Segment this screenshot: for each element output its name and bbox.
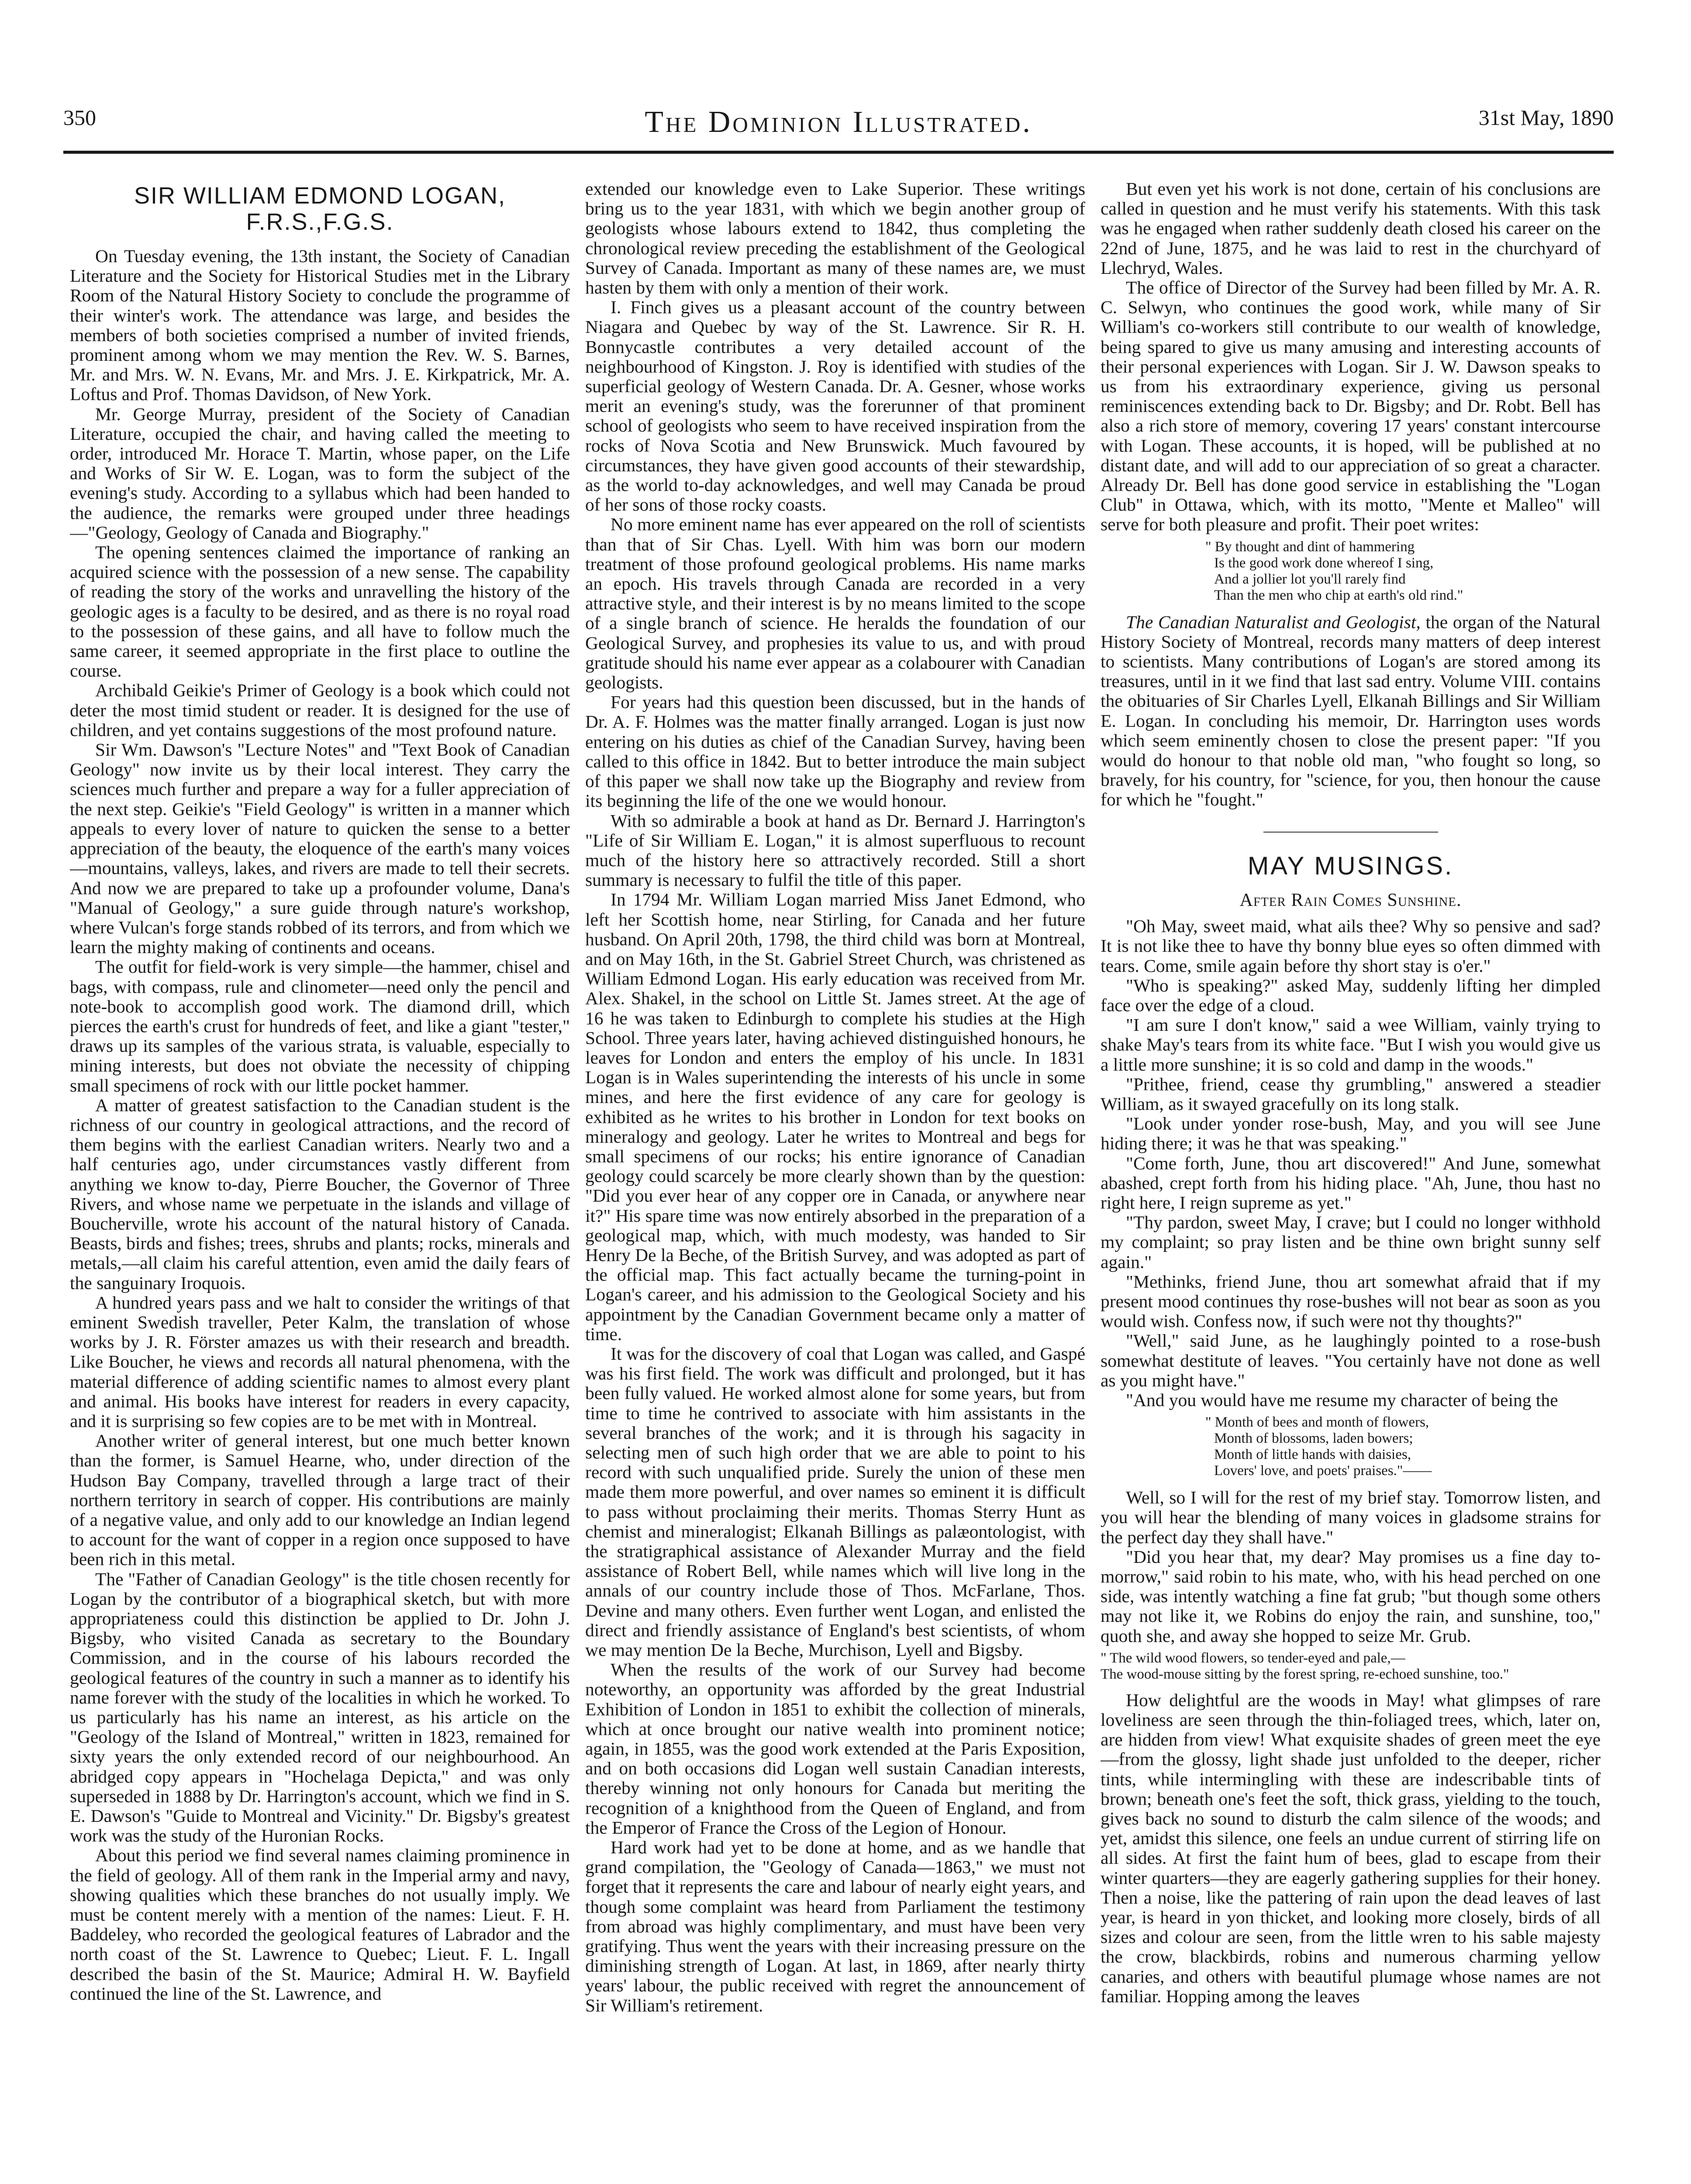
poem-line: Lovers' love, and poets' praises."—— bbox=[1214, 1463, 1432, 1479]
poem-line: Month of blossoms, laden bowers; bbox=[1214, 1431, 1413, 1447]
paragraph: How delightful are the woods in May! what glimpses of rare loveliness are seen through the thin-foliaged trees, which, later on, are hidden from view! What exquisite shades of green meet the eye—from the glossy, light shade just unfolded to the deeper, richer tints, while intermingling with these are indescribable tints of brown; beneath one's feet the soft, thick grass, yielding to the touch, gives back no sound to disturb the calm silence of the woods; and yet, amidst this silence, one feels an undue current of stirring life on all sides. At first the faint hum of bees, glad to escape from their winter quarters—they are eagerly gathering supplies for their honey. Then a noise, like the pattering of rain upon the dead leaves of last year, is heard in yon thicket, and looking more closely, birds of all sizes and colour are seen, from the little wren to his sable majesty the crow, blackbirds, robins and numerous charming yellow canaries, and others with beautiful plumage whose names are not familiar. Hopping among the leaves bbox=[1101, 1690, 1601, 2006]
paragraph: With so admirable a book at hand as Dr. Bernard J. Harrington's "Life of Sir William E. Logan," it is almost superfluous to recount much of the history here so attractively recorded. Still a short summary is necessary to fulfil the title of this paper. bbox=[585, 810, 1085, 890]
paragraph: "Methinks, friend June, thou art somewhat afraid that if my present mood continues thy rose-bushes will not bear as soon as you would wish. Confess now, if such were not thy thoughts?" bbox=[1101, 1271, 1601, 1331]
paragraph: It was for the discovery of coal that Logan was called, and Gaspé was his first field. The work was difficult and prolonged, but it has been fully valued. He worked almost alone for some years, but from time to time he contrived to associate with him assistants in the several branches of the work; and it is through his sagacity in selecting men of such high order that we are able to point to his record with such unqualified pride. Surely the union of these men made them more powerful, and over names so eminent it is difficult to pass without proclaiming their merits. Thomas Sterry Hunt as chemist and mineralogist; Elkanah Billings as palæontologist, with the stratigraphical assistance of Alexander Murray and the field assistance of Robert Bell, while names which will live long in the annals of our country include those of Thos. McFarlane, Thos. Devine and many others. Even further went Logan, and enlisted the direct and friendly assistance of England's best scientists, of whom we may mention De la Beche, Murchison, Lyell and Bigsby. bbox=[585, 1343, 1085, 1660]
paragraph: Hard work had yet to be done at home, and as we handle that grand compilation, the "Geology of Canada—1863," we must not forget that it represents the care and labour of nearly eight years, and though some complaint was heard from Parliament the testimony from abroad was highly complimentary, and must have been very gratifying. Thus went the years with their increasing pressure on the diminishing strength of Logan. At last, in 1869, after nearly thirty years' labour, the public received with regret the announcement of Sir William's retirement. bbox=[585, 1837, 1085, 2015]
publication-title: The Dominion Illustrated. bbox=[645, 105, 1032, 139]
paragraph: Sir Wm. Dawson's "Lecture Notes" and "Text Book of Canadian Geology" now invite us by their local interest. They carry the sciences much further and prepare a way for a fuller appreciation of the next step. Geikie's "Field Geology" is written in a manner which appeals to every lover of nature to quicken the sense to a better appreciation of the beauty, the eloquence of the earth's many voices—mountains, valleys, lakes, and rivers are made to tell their secrets. And now we are prepared to take up a profounder volume, Dana's "Manual of Geology," a sure guide through nature's workshop, where Vulcan's forge stands robbed of its terrors, and from which we learn the mighty making of continents and oceans. bbox=[70, 740, 570, 957]
paragraph: No more eminent name has ever appeared on the roll of scientists than that of Sir Chas. Lyell. With him was born our modern treatment of those profound geological problems. His name marks an epoch. His travels through Canada are recorded in a very attractive style, and their interest is by no means limited to the scope of a single branch of science. He heralds the foundation of our Geological Survey, and prophesies its value to us, and with proud gratitude should his name ever appear as a colabourer with Canadian geologists. bbox=[585, 514, 1085, 693]
paragraph: On Tuesday evening, the 13th instant, the Society of Canadian Literature and the Society for Historical Studies met in the Library Room of the Natural History Society to conclude the programme of their winter's work. The attendance was large, and besides the members of both societies comprised a number of invited friends, prominent among whom we may mention the Rev. W. S. Barnes, Mr. and Mrs. W. N. Evans, Mr. and Mrs. J. E. Kirkpatrick, Mr. A. Loftus and Prof. Thomas Davidson, of New York. bbox=[70, 246, 570, 404]
paragraph-text: the organ of the Natural History Society of Montreal, records many matters of deep interest to scientists. Many contributions of Logan's are stored among its treasures, until in it we find that last sad entry. Volume VIII. contains the obituaries of Sir Charles Lyell, Elkanah Billings and Sir William E. Logan. In concluding his memoir, Dr. Harrington uses words which seem eminently chosen to close the present paper: "If you would do honour to that noble old man, "who fought so long, so bravely, for his country, for "science, for you, then honour the cause for which he "fought." bbox=[1101, 612, 1601, 810]
paragraph: "Well," said June, as he laughingly pointed to a rose-bush somewhat destitute of leaves. "You certainly have not done as well as you might have." bbox=[1101, 1330, 1601, 1390]
paragraph bbox=[1101, 612, 1601, 810]
masthead-rule bbox=[63, 151, 1614, 154]
section-subtitle: After Rain Comes Sunshine. bbox=[1239, 890, 1462, 910]
column-1 bbox=[70, 179, 570, 2184]
paragraph: The outfit for field-work is very simple—the hammer, chisel and bags, with compass, rule and clinometer—need only the pencil and note-book to accomplish good work. The diamond drill, which pierces the earth's crust for hundreds of feet, and like a giant "tester," draws up its samples of the various strata, is valuable, especially to mining interests, but does not obviate the necessity of chipping small specimens of rock with our little pocket hammer. bbox=[70, 957, 570, 1095]
paragraph: For years had this question been discussed, but in the hands of Dr. A. F. Holmes was the matter finally arranged. Logan is just now entering on his duties as chief of the Canadian Survey, having been called to this office in 1842. But to better introduce the main subject of this paper we shall now take up the Biography and review from its beginning the life of the one we would honour. bbox=[585, 692, 1085, 811]
article-title bbox=[70, 183, 570, 235]
paragraph: The office of Director of the Survey had been filled by Mr. A. R. C. Selwyn, who continues the good work, while many of Sir William's co-workers still contribute to our wealth of knowledge, being spared to give us many amusing and interesting accounts of their personal experiences with Logan. Sir J. W. Dawson speaks to us from his extraordinary experience, giving us personal reminiscences extending back to Dr. Bigsby; and Dr. Robt. Bell has also a rich store of memory, covering 17 years' constant intercourse with Logan. These accounts, it is hoped, will be published at no distant date, and will add to our appreciation of so great a character. Already Dr. Bell has done good service in establishing the "Logan Club" in Ottawa, which, with its motto, "Mente et Malleo" will serve for both pleasure and profit. Their poet writes: bbox=[1101, 277, 1601, 535]
paragraph: Archibald Geikie's Primer of Geology is a book which could not deter the most timid student or reader. It is designed for the use of children, and yet contains suggestions of the most profound nature. bbox=[70, 680, 570, 740]
paragraph: "And you would have me resume my character of being the bbox=[1126, 1389, 1558, 1410]
paragraph: Another writer of general interest, but one much better known than the former, is Samuel Hearne, who, under direction of the Hudson Bay Company, travelled through a large tract of their northern territory in search of copper. His contributions are mainly of a negative value, and only add to our knowledge an Indian legend to account for the want of copper in a region once supposed to have been rich in this metal. bbox=[70, 1431, 570, 1569]
poem-line: Than the men who chip at earth's old rind." bbox=[1214, 587, 1463, 603]
article-title-line-2: F.R.S.,F.G.S. bbox=[246, 209, 394, 235]
paragraph: "Oh May, sweet maid, what ails thee? Why so pensive and sad? It is not like thee to have thy bonny blue eyes so often dimmed with tears. Come, smile again before thy short stay is o'er." bbox=[1101, 916, 1601, 976]
paragraph: The "Father of Canadian Geology" is the title chosen recently for Logan by the contributor of a biographical sketch, but with more appropriateness could this distinction be applied to Dr. John J. Bigsby, who visited Canada as secretary to the Boundary Commission, and in the course of his labours recorded the geological features of the country in such a manner as to identify his name forever with the study of the localities in which he worked. To us particularly has his name an interest, as his article on the "Geology of the Island of Montreal," written in 1823, remained for sixty years the only extended record of our neighbourhood. An abridged copy appears in "Hochelaga Depicta," and was only superseded in 1888 by Dr. Harrington's account, which we find in S. E. Dawson's "Guide to Montreal and Vicinity." Dr. Bigsby's greatest work was the study of the Huronian Rocks. bbox=[70, 1569, 570, 1846]
paragraph: "Look under yonder rose-bush, May, and you will see June hiding there; it was he that was speaking." bbox=[1101, 1113, 1601, 1154]
paragraph: "Did you hear that, my dear? May promises us a fine day to-morrow," said robin to his mate, who, with his head perched on one side, was intently watching a fine fat grub; "but though some others may not like it, we Robins do enjoy the rain, and sunshine, too," quoth she, and away she hopped to seize Mr. Grub. bbox=[1101, 1546, 1601, 1646]
journal-name: The Canadian Naturalist and Geologist, bbox=[1126, 612, 1421, 632]
section-title: MAY MUSINGS. bbox=[1247, 851, 1454, 880]
paragraph: "Thy pardon, sweet May, I crave; but I could no longer withhold my complaint; so pray listen and be thine own bright sunny self again." bbox=[1101, 1212, 1601, 1272]
paragraph: A matter of greatest satisfaction to the Canadian student is the richness of our country in geological attractions, and the record of them begins with the earliest Canadian writers. Nearly two and a half centuries ago, under circumstances vastly different from anything we know to-day, Pierre Boucher, the Governor of Three Rivers, and whose name we perpetuate in the islands and village of Boucherville, wrote his account of the natural history of Canada. Beasts, birds and fishes; trees, shrubs and plants; rocks, minerals and metals,—all claim his careful attention, even amid the daily fears of the sanguinary Iroquois. bbox=[70, 1095, 570, 1293]
paragraph: When the results of the work of our Survey had become noteworthy, an opportunity was afforded by the great Industrial Exhibition of London in 1851 to exhibit the collection of minerals, which at once brought our native wealth into prominent notice; again, in 1855, was the good work extended at the Paris Exposition, and on both occasions did Logan well sustain Canadian interests, thereby winning not only honours for Canada but meriting the recognition of a knighthood from the Queen of England, and from the Emperor of France the Cross of the Legion of Honour. bbox=[585, 1659, 1085, 1838]
paragraph: A hundred years pass and we halt to consider the writings of that eminent Swedish traveller, Peter Kalm, the translation of whose works by J. R. Förster amazes us with their research and breadth. Like Boucher, he views and records all natural phenomena, with the material difference of adding scientific names to almost every plant and animal. His books have interest for readers in every capacity, and it is surprising so few copies are to be met with in Montreal. bbox=[70, 1292, 570, 1431]
paragraph: "Prithee, friend, cease thy grumbling," answered a steadier William, as it swayed gracefully on its long stalk. bbox=[1101, 1074, 1601, 1114]
paragraph: The opening sentences claimed the importance of ranking an acquired science with the possession of a new sense. The capability of reading the story of the works and unravelling the history of the geologic ages is a faculty to be desired, and as there is no royal road to the possession of these gains, and all have to follow much the same career, it seemed appropriate in the first place to outline the course. bbox=[70, 542, 570, 681]
page-number: 350 bbox=[63, 105, 96, 130]
poem-line: " Month of bees and month of flowers, bbox=[1205, 1414, 1429, 1431]
paragraph: extended our knowledge even to Lake Superior. These writings bring us to the year 1831, with which we begin another group of geologists whose labours extend to 1842, thus completing the chronological review preceding the establishment of the Geological Survey of Canada. Important as many of these names are, we must hasten by them with only a mention of their work. bbox=[585, 179, 1085, 298]
paragraph: I. Finch gives us a pleasant account of the country between Niagara and Quebec by way of the St. Lawrence. Sir R. H. Bonnycastle contributes a very detailed account of the neighbourhood of Kingston. J. Roy is identified with studies of the superficial geology of Western Canada. Dr. A. Gesner, whose works merit an evening's study, was the forerunner of that prominent school of geologists who seem to have received inspiration from the rocks of Nova Scotia and New Brunswick. Much favoured by circumstances, they have given good accounts of their stewardship, as the world to-day acknowledges, and well may Canada be proud of her sons of those rocky coasts. bbox=[585, 297, 1085, 515]
section-divider bbox=[1101, 821, 1601, 841]
poem-line: And a jollier lot you'll rarely find bbox=[1214, 571, 1406, 587]
issue-date: 31st May, 1890 bbox=[1478, 105, 1614, 130]
paragraph: About this period we find several names claiming prominence in the field of geology. All of them rank in the Imperial army and navy, showing qualities which these branches do not usually imply. We must be content merely with a mention of the names: Lieut. F. H. Baddeley, who recorded the geological features of Labrador and the north coast of the St. Lawrence to Quebec; Lieut. F. L. Ingall described the basin of the St. Maurice; Admiral H. W. Bayfield continued the line of the St. Lawrence, and bbox=[70, 1845, 570, 2004]
paragraph: "Come forth, June, thou art discovered!" And June, somewhat abashed, crept forth from his hiding place. "Ah, June, thou hast no right here, I reign supreme as yet." bbox=[1101, 1153, 1601, 1213]
paragraph: In 1794 Mr. William Logan married Miss Janet Edmond, who left her Scottish home, near Stirling, for Canada and her future husband. On April 20th, 1798, the third child was born at Montreal, and on May 16th, in the St. Gabriel Street Church, was christened as William Edmond Logan. His early education was received from Mr. Alex. Shakel, in the school on Little St. James street. At the age of 16 he was taken to Edinburgh to complete his studies at the High School. Three years later, having achieved distinguished honours, he leaves for London and enters the employ of his uncle. In 1831 Logan is in Wales superintending the interests of his uncle in some mines, and here the first evidence of any care for geology is exhibited as he writes to his brother in London for text books on mineralogy and geology. Later he writes to Montreal and begs for small specimens of our rocks; his entire ignorance of Canadian geology could scarcely be more clearly shown than by the question: "Did you ever hear of any copper ore in Canada, or anywhere near it?" His spare time was now entirely absorbed in the preparation of a geological map, which, with much modesty, was handed to Sir Henry De la Beche, of the British Survey, and was adopted as part of the official map. This fact actually became the turning-point in Logan's career, and his admission to the Geological Society and his appointment by the Canadian Government became only a matter of time. bbox=[585, 889, 1085, 1344]
poem-line: Is the good work done whereof I sing, bbox=[1214, 555, 1434, 571]
paragraph: But even yet his work is not done, certain of his conclusions are called in question and he must verify his statements. With this task was he engaged when rather suddenly death closed his career on the 22nd of June, 1875, and he was laid to rest in the churchyard of Llechryd, Wales. bbox=[1101, 179, 1601, 278]
paragraph: Mr. George Murray, president of the Society of Canadian Literature, occupied the chair, and having called the meeting to order, introduced Mr. Horace T. Martin, whose paper, on the Life and Works of Sir W. E. Logan, was to form the subject of the evening's study. According to a syllabus which had been handed to the audience, the remarks were grouped under three headings—"Geology, Geology of Canada and Biography." bbox=[70, 404, 570, 543]
column-2 bbox=[585, 179, 1085, 2184]
article-title-line-1: SIR WILLIAM EDMOND LOGAN, bbox=[134, 183, 506, 209]
poem-line: " By thought and dint of hammering bbox=[1205, 539, 1415, 555]
logan-club-poem bbox=[1101, 539, 1601, 604]
paragraph: "I am sure I don't know," said a wee William, vainly trying to shake May's tears from its white face. "But I wish you would give us a little more sunshine; it is so cold and damp in the woods." bbox=[1101, 1015, 1601, 1075]
column-3 bbox=[1101, 179, 1601, 2184]
note-line: The wood-mouse sitting by the forest spring, re-echoed sunshine, too." bbox=[1101, 1666, 1509, 1682]
verse-note bbox=[1101, 1650, 1601, 1683]
paragraph: Well, so I will for the rest of my brief stay. Tomorrow listen, and you will hear the blending of many voices in gladsome strains for the perfect day they shall have." bbox=[1101, 1487, 1601, 1547]
masthead bbox=[63, 105, 1614, 157]
paragraph: "Who is speaking?" asked May, suddenly lifting her dimpled face over the edge of a cloud. bbox=[1101, 975, 1601, 1015]
poem-line: Month of little hands with daisies, bbox=[1214, 1447, 1411, 1463]
note-line: " The wild wood flowers, so tender-eyed and pale,— bbox=[1101, 1650, 1405, 1666]
month-poem bbox=[1101, 1414, 1601, 1479]
